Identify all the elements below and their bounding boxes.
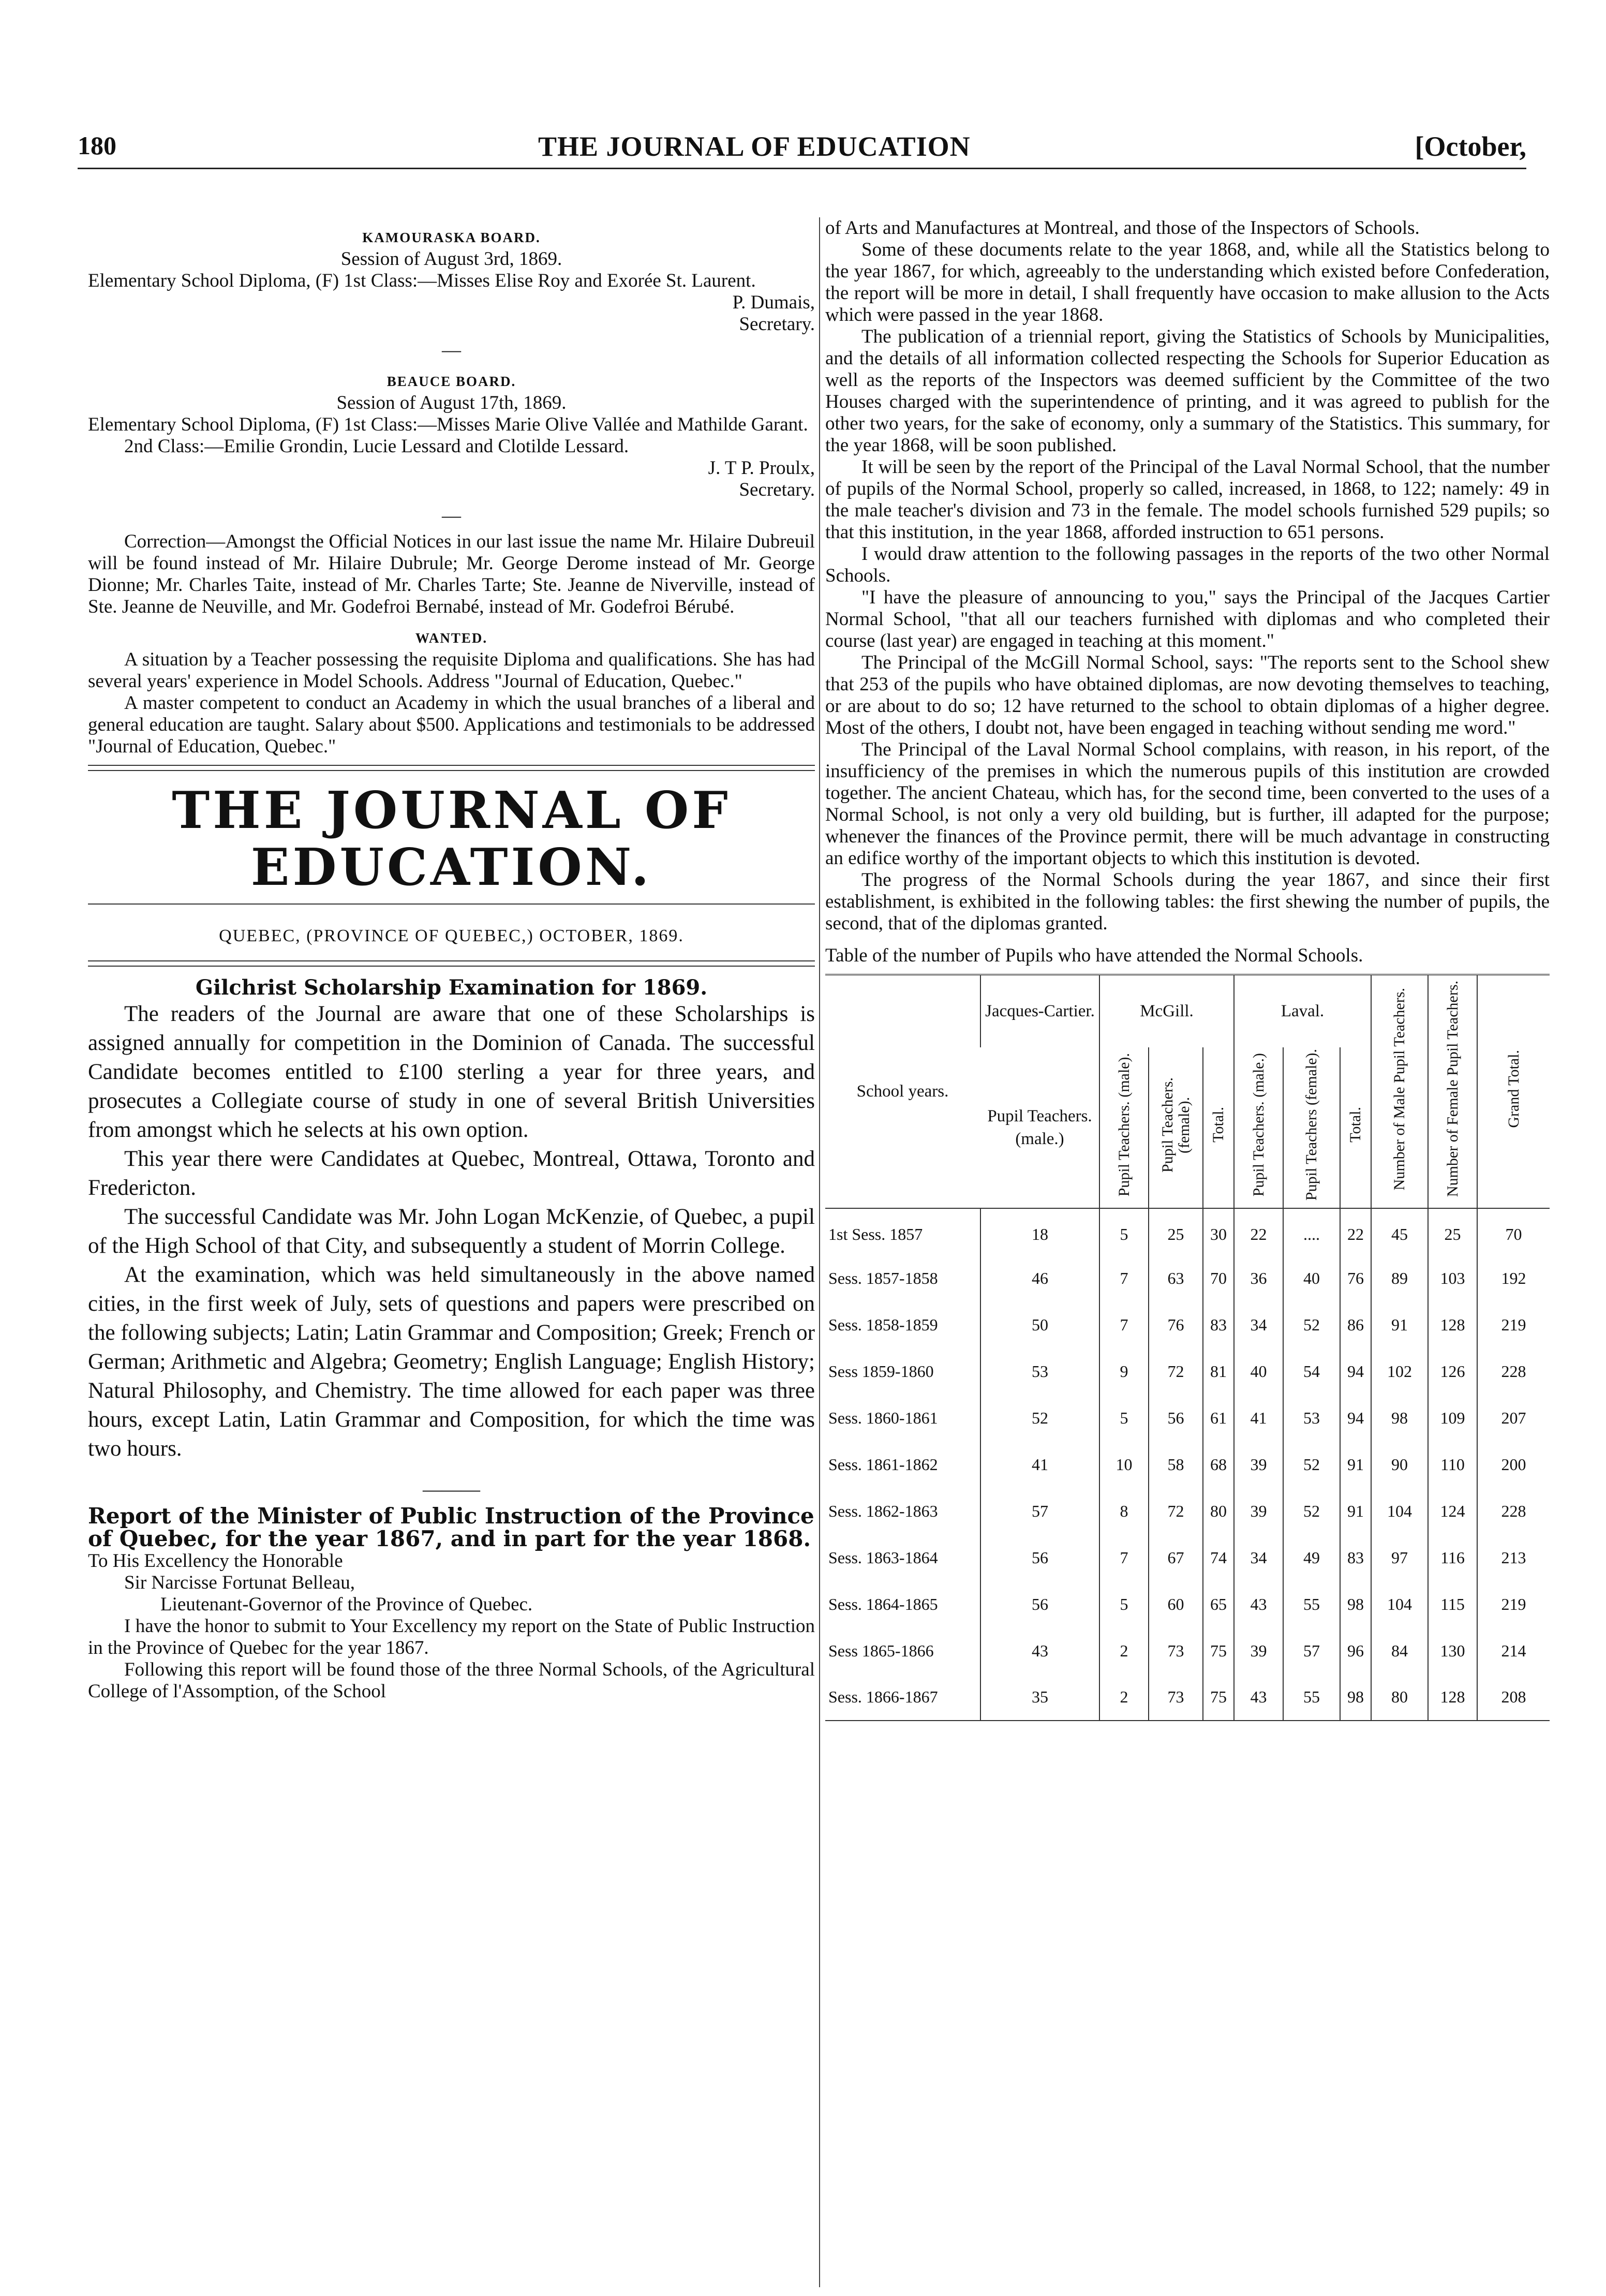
table-row [825,1208,1550,1255]
table-cell: 5 [1099,1395,1149,1441]
table-cell: 41 [980,1441,1099,1488]
gilchrist-heading: Gilchrist Scholarship Examination for 1869. [195,975,708,1000]
header-male-teachers: Number of Male Pupil Teachers. [1371,975,1428,1208]
report-heading: Report of the Minister of Public Instruction of the Province of Quebec, for the year 1867, and in part for the year 1868. [88,1503,814,1551]
table-row [825,1534,1550,1581]
header-mcgill-female: Pupil Teachers. (female). [1149,1047,1203,1208]
table-cell: 25 [1149,1208,1203,1255]
table-cell-year: 1st Sess. 1857 [828,1225,923,1243]
kamouraska-signature-title: Secretary. [739,314,815,335]
section-rule [88,765,815,766]
table-cell: 50 [980,1301,1099,1348]
table-cell: 45 [1371,1208,1428,1255]
table-cell: 56 [980,1534,1099,1581]
table-cell: 43 [1234,1674,1283,1721]
table-cell: 53 [1283,1395,1340,1441]
beauce-second-class: 2nd Class:—Emilie Grondin, Lucie Lessard and Clotilde Lessard. [124,436,629,457]
report-addressee: To His Excellency the Honorable [88,1550,343,1572]
header-laval-male: Pupil Teachers. (male.) [1234,1047,1283,1208]
table-cell: 102 [1371,1348,1428,1395]
table-cell: 10 [1099,1441,1149,1488]
header-jc-pupil-teachers: Pupil Teachers. (male.) [987,1106,1092,1148]
table-cell: 128 [1428,1301,1477,1348]
table-cell: 56 [980,1581,1099,1627]
table-cell: 65 [1203,1581,1234,1627]
report-paragraph-1: I have the honor to submit to Your Excellency my report on the State of Public Instruction in the Province of Quebec for the year 1867. [88,1616,815,1658]
header-school-years: School years. [856,1082,949,1101]
table-cell: 41 [1234,1395,1283,1441]
table-cell: 214 [1477,1627,1550,1674]
table-cell: 40 [1234,1348,1283,1395]
right-paragraph-3: The publication of a triennial report, giving the Statistics of Schools by Municipalities, and the details of all information collected respecting the Schools for Superior Education as well as the reports of the Inspectors was deemed sufficient by the Committee of the two Houses charged with the superintendence of printing, and it was agreed to publish for the other two years, for the sake of economy, only a summary of the Statistics. This summary, for the year 1868, will be soon published. [825,326,1550,456]
table-cell: 7 [1099,1534,1149,1581]
kamouraska-board-heading: KAMOURASKA BOARD. [362,230,541,245]
gilchrist-paragraph-1: The readers of the Journal are aware that one of these Scholarships is assigned annually for competition in the Dominion of Canada. The successful Candidate becomes entitled to £100 sterling a year for three years, and prosecutes a Collegiate course of study in one of several British Universities from amongst which he selects at his own option. [88,1002,815,1142]
table-cell: 52 [1283,1301,1340,1348]
table-cell: 83 [1203,1301,1234,1348]
table-cell: 219 [1477,1581,1550,1627]
table-cell: 207 [1477,1395,1550,1441]
masthead-title: THE JOURNAL OF EDUCATION. [172,781,731,897]
beauce-board-heading: BEAUCE BOARD. [386,374,516,389]
separator-dash: ——— [423,1479,480,1500]
table-cell: 97 [1371,1534,1428,1581]
header-grand-total: Grand Total. [1477,975,1550,1208]
table-cell: 192 [1477,1255,1550,1301]
table-cell: 34 [1234,1534,1283,1581]
normal-schools-table [825,974,1550,1721]
table-cell: 94 [1340,1348,1371,1395]
header-mcgill-total: Total. [1203,1047,1234,1208]
table-cell: 52 [980,1395,1099,1441]
header-mcgill-male: Pupil Teachers. (male). [1099,1047,1149,1208]
header-jacques-cartier: Jacques-Cartier. [980,975,1099,1047]
table-cell-year: Sess. 1857-1858 [828,1268,938,1287]
table-cell-year: Sess. 1864-1865 [828,1594,938,1613]
table-cell: 22 [1340,1208,1371,1255]
table-cell-year: Sess 1859-1860 [828,1361,934,1381]
table-cell: 34 [1234,1301,1283,1348]
table-cell: 116 [1428,1534,1477,1581]
table-cell: 213 [1477,1534,1550,1581]
table-cell: 9 [1099,1348,1149,1395]
table-cell: 86 [1340,1301,1371,1348]
header-mcgill: McGill. [1099,975,1234,1047]
wanted-heading: WANTED. [415,630,488,646]
table-cell: 52 [1283,1441,1340,1488]
issue-month: [October, [1415,131,1526,162]
masthead-rule [88,903,815,905]
table-cell: 36 [1234,1255,1283,1301]
table-row [825,1674,1550,1721]
page-header [78,115,1526,172]
table-cell: 35 [980,1674,1099,1721]
table-cell-year: Sess. 1858-1859 [828,1315,938,1334]
table-cell: 49 [1283,1534,1340,1581]
right-paragraph-7: The Principal of the McGill Normal School, says: "The reports sent to the School shew that 253 of the pupils who have obtained diplomas, are now devoting themselves to teaching, or are about to do so; 12 have returned to the school to obtain diplomas of a higher degree. Most of the others, I doubt not, have been engaged in teaching without sending me word." [825,652,1550,738]
table-cell: 109 [1428,1395,1477,1441]
table-cell: 56 [1149,1395,1203,1441]
table-cell-year: Sess. 1861-1862 [828,1455,938,1474]
header-rule [78,168,1526,169]
table-cell: 74 [1203,1534,1234,1581]
gilchrist-paragraph-3: The successful Candidate was Mr. John Logan McKenzie, of Quebec, a pupil of the High School of that City, and subsequently a student of Morrin College. [88,1205,815,1258]
table-cell: 219 [1477,1301,1550,1348]
table-cell: 70 [1203,1255,1234,1301]
table-cell-year: Sess. 1862-1863 [828,1501,938,1520]
table-cell: 72 [1149,1488,1203,1534]
table-cell: 98 [1371,1395,1428,1441]
table-body [825,1208,1550,1721]
table-row [825,1395,1550,1441]
table-row [825,1441,1550,1488]
table-cell: 110 [1428,1441,1477,1488]
table-cell: 22 [1234,1208,1283,1255]
table-cell: 200 [1477,1441,1550,1488]
left-column [88,217,815,1702]
table-cell: 124 [1428,1488,1477,1534]
table-cell: 57 [980,1488,1099,1534]
kamouraska-signature-name: P. Dumais, [732,292,815,313]
right-paragraph-6: "I have the pleasure of announcing to you," says the Principal of the Jacques Cartier Normal School, "that all our teachers furnished with diplomas and who completed their course (last year) are engaged in teaching at this moment." [825,587,1550,651]
table-row [825,1581,1550,1627]
table-cell-year: Sess. 1866-1867 [828,1687,938,1706]
right-paragraph-9: The progress of the Normal Schools during the year 1867, and since their first establishment, is exhibited in the following tables: the first shewing the number of pupils, the second, that of the diplomas granted. [825,869,1550,934]
table-cell: 7 [1099,1255,1149,1301]
table-cell: 84 [1371,1627,1428,1674]
table-cell: 104 [1371,1581,1428,1627]
table-caption: Table of the number of Pupils who have attended the Normal Schools. [825,945,1363,966]
table-cell: 67 [1149,1534,1203,1581]
table-row [825,1348,1550,1395]
table-cell: 115 [1428,1581,1477,1627]
beauce-signature-title: Secretary. [739,479,815,500]
table-cell: 76 [1149,1301,1203,1348]
table-cell: 98 [1340,1674,1371,1721]
report-addressee-title: Lieutenant-Governor of the Province of Quebec. [160,1594,533,1615]
table-row [825,1627,1550,1674]
table-cell-year: Sess. 1863-1864 [828,1548,938,1567]
table-cell: 98 [1340,1581,1371,1627]
table-cell: 55 [1283,1581,1340,1627]
table-cell: 39 [1234,1488,1283,1534]
header-laval-total: Total. [1340,1047,1371,1208]
table-cell: 91 [1371,1301,1428,1348]
table-row [825,1301,1550,1348]
table-cell: 43 [1234,1581,1283,1627]
table-cell: 52 [1283,1488,1340,1534]
table-cell: 103 [1428,1255,1477,1301]
table-cell: .... [1283,1208,1340,1255]
table-cell: 40 [1283,1255,1340,1301]
table-cell: 57 [1283,1627,1340,1674]
dateline: QUEBEC, (PROVINCE OF QUEBEC,) OCTOBER, 1869. [219,926,684,945]
table-cell: 76 [1340,1255,1371,1301]
table-cell: 130 [1428,1627,1477,1674]
table-cell: 81 [1203,1348,1234,1395]
table-cell: 89 [1371,1255,1428,1301]
wanted-ad-teacher: A situation by a Teacher possessing the requisite Diploma and qualifications. She has had several years' experience in Model Schools. Address "Journal of Education, Quebec." [88,649,815,692]
table-cell: 70 [1477,1208,1550,1255]
header-female-teachers: Number of Female Pupil Teachers. [1428,975,1477,1208]
table-cell: 128 [1428,1674,1477,1721]
table-cell: 18 [980,1208,1099,1255]
right-paragraph-5: I would draw attention to the following passages in the reports of the two other Normal Schools. [825,543,1550,586]
right-column [825,217,1550,1721]
table-cell: 83 [1340,1534,1371,1581]
journal-title: THE JOURNAL OF EDUCATION [538,131,971,162]
table-cell: 39 [1234,1627,1283,1674]
separator-dash: — [442,505,461,526]
beauce-signature-name: J. T P. Proulx, [708,457,815,479]
table-cell: 80 [1371,1674,1428,1721]
table-cell: 80 [1203,1488,1234,1534]
table-cell: 126 [1428,1348,1477,1395]
table-cell: 55 [1283,1674,1340,1721]
right-paragraph-8: The Principal of the Laval Normal School complains, with reason, in his report, of the insufficiency of the premises in which the numerous pupils of this institution are crowded together. The ancient Chateau, which has, for the second time, been converted to the uses of a Normal School, is not only a very old building, but is further, ill adapted for the purpose; whenever the finances of the Province permit, there will be much advantage in constructing an edifice worthy of the important objects to which this institution is devoted. [825,739,1550,869]
correction-notice: Correction—Amongst the Official Notices in our last issue the name Mr. Hilaire Dubreuil will be found instead of Mr. Hilaire Dubrule; Mr. George Derome instead of Mr. George Dionne; Mr. Charles Taite, instead of Mr. Charles Tarte; Ste. Jeanne de Niverville, instead of Ste. Jeanne de Neuville, and Mr. Godefroi Bernabé, instead of Mr. Godefroi Bérubé. [88,531,815,617]
table-cell: 58 [1149,1441,1203,1488]
table-cell: 75 [1203,1627,1234,1674]
gilchrist-paragraph-4: At the examination, which was held simultaneously in the above named cities, in the first week of July, sets of questions and papers were prescribed on the following subjects; Latin; Latin Grammar and Composition; Greek; French or German; Arithmetic and Algebra; Geometry; English Language; English History; Natural Philosophy, and Chemistry. The time allowed for each paper was three hours, except Latin, Latin Grammar and Composition, for which the time was two hours. [88,1263,815,1461]
table-cell: 104 [1371,1488,1428,1534]
table-cell: 61 [1203,1395,1234,1441]
dateline-rule [88,960,815,961]
table-cell: 75 [1203,1674,1234,1721]
right-paragraph-1: of Arts and Manufactures at Montreal, and those of the Inspectors of Schools. [825,217,1420,239]
table-cell: 94 [1340,1395,1371,1441]
table-cell: 5 [1099,1581,1149,1627]
table-cell: 73 [1149,1674,1203,1721]
beauce-session: Session of August 17th, 1869. [336,392,567,413]
table-cell: 68 [1203,1441,1234,1488]
report-paragraph-2: Following this report will be found those of the three Normal Schools, of the Agricultural College of l'Assomption, of the School [88,1659,815,1702]
table-cell-year: Sess 1865-1866 [828,1641,934,1660]
table-cell: 2 [1099,1627,1149,1674]
table-cell: 91 [1340,1441,1371,1488]
table-cell: 53 [980,1348,1099,1395]
table-cell: 90 [1371,1441,1428,1488]
table-cell: 228 [1477,1488,1550,1534]
table-cell: 228 [1477,1348,1550,1395]
wanted-ad-master: A master competent to conduct an Academy in which the usual branches of a liberal and general education are taught. Salary about $500. Applications and testimonials to be addressed "Journal of Education, Quebec." [88,692,815,757]
table-cell: 43 [980,1627,1099,1674]
table-cell: 60 [1149,1581,1203,1627]
right-paragraph-2: Some of these documents relate to the year 1868, and, while all the Statistics belong to the year 1867, for which, agreeably to the understanding which existed before Confederation, the report will be more in detail, I shall frequently have occasion to make allusion to the Acts which were passed in the year 1868. [825,239,1550,325]
table-cell: 73 [1149,1627,1203,1674]
page-number: 180 [78,131,116,160]
table-cell: 91 [1340,1488,1371,1534]
kamouraska-session: Session of August 3rd, 1869. [340,248,562,270]
report-addressee-name: Sir Narcisse Fortunat Belleau, [124,1572,355,1593]
table-row [825,1255,1550,1301]
table-cell: 25 [1428,1208,1477,1255]
table-cell: 7 [1099,1301,1149,1348]
table-cell: 54 [1283,1348,1340,1395]
table-cell: 63 [1149,1255,1203,1301]
beauce-diploma-text: Elementary School Diploma, (F) 1st Class:—Misses Marie Olive Vallée and Mathilde Garant. [88,414,808,435]
section-rule [88,770,815,771]
table-cell: 30 [1203,1208,1234,1255]
table-cell: 72 [1149,1348,1203,1395]
table-cell: 39 [1234,1441,1283,1488]
separator-dash: — [442,339,461,361]
table-cell: 8 [1099,1488,1149,1534]
table-row [825,1488,1550,1534]
right-paragraph-4: It will be seen by the report of the Principal of the Laval Normal School, that the number of pupils of the Normal School, properly so called, increased, in 1868, to 122; namely: 49 in the male teacher's division and 73 in the female. The model schools furnished 529 pupils; so that this institution, in the year 1868, afforded instruction to 651 persons. [825,456,1550,543]
table-cell-year: Sess. 1860-1861 [828,1408,938,1427]
table-cell: 5 [1099,1208,1149,1255]
table-cell: 208 [1477,1674,1550,1721]
column-divider [819,217,820,2287]
header-laval: Laval. [1234,975,1371,1047]
table-cell: 2 [1099,1674,1149,1721]
table-cell: 96 [1340,1627,1371,1674]
header-laval-female: Pupil Teachers (female). [1283,1047,1340,1208]
dateline-rule [88,966,815,967]
table-cell: 46 [980,1255,1099,1301]
gilchrist-paragraph-2: This year there were Candidates at Quebec, Montreal, Ottawa, Toronto and Fredericton. [88,1147,815,1200]
kamouraska-diploma-text: Elementary School Diploma, (F) 1st Class:—Misses Elise Roy and Exorée St. Laurent. [88,270,756,291]
